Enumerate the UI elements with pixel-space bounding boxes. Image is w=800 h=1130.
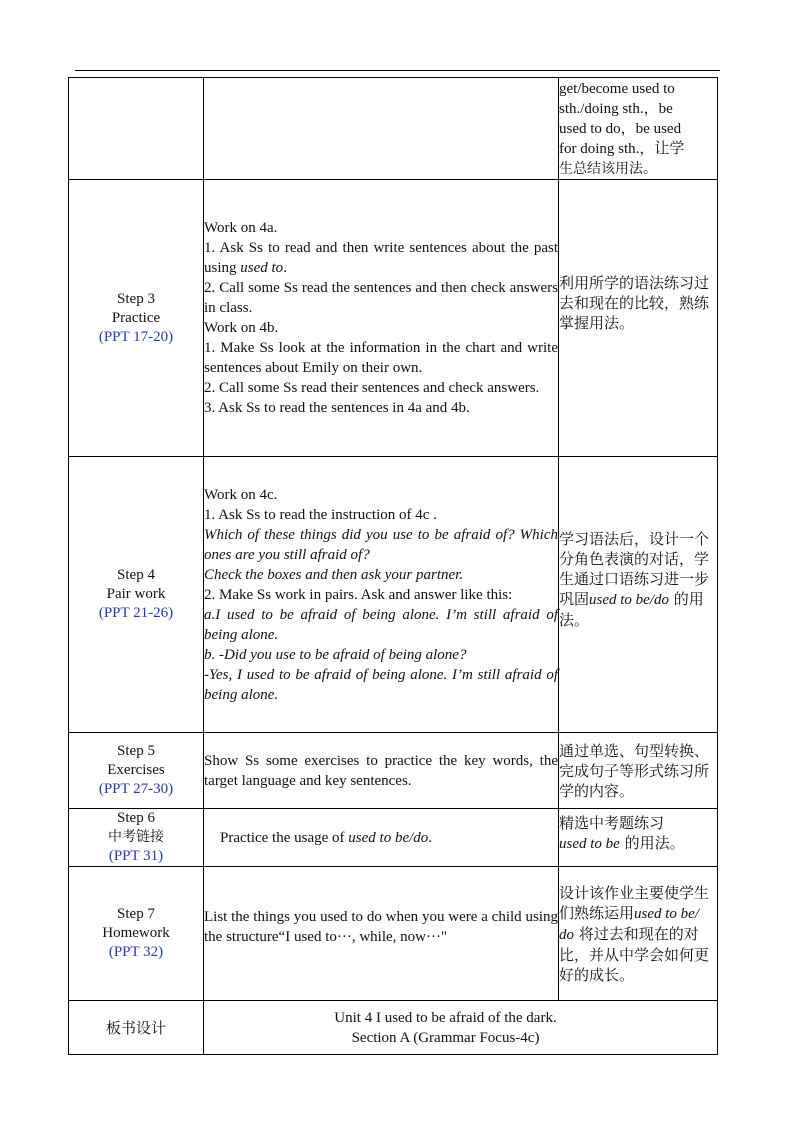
purpose-text-part: 的用法。 bbox=[559, 590, 704, 629]
ppt-reference: (PPT 21-26) bbox=[98, 605, 174, 621]
activity-line: Which of these things did you use to be afraid of? Which ones are you still afraid of? bbox=[204, 526, 558, 563]
step-cell bbox=[69, 78, 204, 180]
purpose-text-part: 精选中考题练习 bbox=[559, 814, 665, 832]
purpose-italic: used to be/do bbox=[589, 592, 670, 608]
activity-line: Check the boxes and then ask your partner. bbox=[204, 566, 464, 583]
table-row bbox=[69, 78, 718, 180]
activity-line: 1. Ask Ss to read the instruction of 4c . bbox=[204, 506, 437, 523]
activity-italic: used to bbox=[240, 260, 284, 276]
activity-cell bbox=[204, 180, 559, 457]
activity-line: Work on 4a. bbox=[204, 220, 278, 236]
purpose-text-part: 设计该作业主要使学生们熟练运用 bbox=[559, 883, 710, 922]
purpose-line: used to do，be used bbox=[559, 121, 682, 137]
activity-cell bbox=[204, 809, 559, 867]
activity-line: -Yes, I used to be afraid of being alone. I’m still afraid of being alone. bbox=[204, 666, 558, 703]
header-rule bbox=[75, 70, 720, 71]
activity-line: b. -Did you use to be afraid of being alone? bbox=[204, 646, 467, 663]
purpose-cell bbox=[559, 180, 718, 457]
activity-line bbox=[220, 828, 558, 848]
step-number: Step 4 bbox=[117, 567, 155, 583]
table-row bbox=[69, 1001, 718, 1055]
table-row bbox=[69, 457, 718, 733]
ppt-reference: (PPT 32) bbox=[108, 944, 164, 960]
purpose-cell bbox=[559, 809, 718, 867]
activity-line bbox=[204, 238, 558, 278]
step-cell bbox=[69, 733, 204, 809]
activity-line: 3. Ask Ss to read the sentences in 4a and 4b. bbox=[204, 400, 470, 416]
activity-text: 1. Ask Ss to read and then write sentences about the past using bbox=[204, 240, 558, 276]
activity-text: Practice the usage of bbox=[220, 829, 349, 846]
purpose-text-part: 的用法。 bbox=[619, 834, 685, 852]
activity-line: 1. Make Ss look at the information in the chart and write sentences about Emily on their own. bbox=[204, 340, 558, 376]
step-number: Step 5 bbox=[117, 743, 155, 759]
board-design-label bbox=[69, 1001, 204, 1055]
step-number: Step 6 bbox=[117, 810, 155, 826]
board-subtitle: Section A (Grammar Focus-4c) bbox=[351, 1029, 540, 1046]
activity-line: Work on 4b. bbox=[204, 320, 279, 336]
purpose-cell bbox=[559, 867, 718, 1001]
purpose-text bbox=[559, 529, 717, 660]
activity-text: . bbox=[428, 829, 433, 846]
board-design-cell bbox=[204, 1001, 718, 1055]
ppt-reference: (PPT 17-20) bbox=[98, 328, 174, 345]
step-cell bbox=[69, 180, 204, 457]
step-title: Homework bbox=[102, 925, 170, 941]
step-title: Practice bbox=[111, 309, 161, 326]
table-row bbox=[69, 733, 718, 809]
purpose-text-part: 学习语法后，设计一个分角色表演的对话，学生通过口语练习进一步巩固 bbox=[559, 530, 710, 608]
activity-line: 2. Call some Ss read their sentences and check answers. bbox=[204, 380, 540, 396]
ppt-reference: (PPT 27-30) bbox=[98, 781, 174, 797]
purpose-text: 通过单选、句型转换、完成句子等形式练习所学的内容。 bbox=[559, 741, 710, 800]
step-cell bbox=[69, 457, 204, 733]
purpose-text: 利用所学的语法练习过去和现在的比较，熟练掌握用法。 bbox=[559, 274, 710, 332]
activity-text: . bbox=[283, 260, 287, 276]
purpose-text bbox=[559, 883, 717, 985]
board-design-label-text: 板书设计 bbox=[105, 1018, 166, 1037]
step-number: Step 3 bbox=[117, 290, 155, 307]
step-number: Step 7 bbox=[117, 906, 155, 922]
activity-line: 2. Make Ss work in pairs. Ask and answer like this: bbox=[204, 586, 513, 603]
step-cell bbox=[69, 867, 204, 1001]
purpose-text-part: 将过去和现在的对比，并从中学会如何更好的成长。 bbox=[559, 924, 710, 984]
ppt-reference: (PPT 31) bbox=[108, 848, 164, 864]
purpose-cell bbox=[559, 457, 718, 733]
purpose-text bbox=[559, 813, 717, 862]
purpose-cell bbox=[559, 78, 718, 180]
step-title: Exercises bbox=[107, 762, 165, 778]
step-title: 中考链接 bbox=[108, 829, 164, 845]
activity-line: Work on 4c. bbox=[204, 486, 278, 503]
activity-cell bbox=[204, 457, 559, 733]
purpose-line: get/become used to bbox=[559, 81, 675, 97]
lesson-plan-table bbox=[68, 77, 718, 1055]
activity-italic: used to be/do bbox=[348, 829, 429, 846]
purpose-line: for doing sth.，让学 bbox=[559, 141, 685, 157]
activity-line: 2. Call some Ss read the sentences and then check answers in class. bbox=[204, 280, 558, 316]
activity-cell bbox=[204, 867, 559, 1001]
activity-cell bbox=[204, 733, 559, 809]
purpose-cell bbox=[559, 733, 718, 809]
activity-line: a.I used to be afraid of being alone. I’m still afraid of being alone. bbox=[204, 606, 558, 643]
purpose-line: sth./doing sth.，be bbox=[559, 101, 673, 117]
activity-cell bbox=[204, 78, 559, 180]
table-row bbox=[69, 867, 718, 1001]
step-title: Pair work bbox=[106, 586, 166, 602]
purpose-italic: used to be/ do bbox=[559, 905, 700, 943]
activity-line: Show Ss some exercises to practice the key words, the target language and key sentences. bbox=[204, 752, 558, 789]
purpose-line: 生总结该用法。 bbox=[559, 161, 657, 177]
activity-line: List the things you used to do when you were a child using the structure“I used to···, while, now···" bbox=[204, 908, 558, 945]
table-row bbox=[69, 809, 718, 867]
table-row bbox=[69, 180, 718, 457]
purpose-italic: used to be bbox=[559, 836, 620, 852]
board-title: Unit 4 I used to be afraid of the dark. bbox=[334, 1009, 557, 1026]
step-cell bbox=[69, 809, 204, 867]
